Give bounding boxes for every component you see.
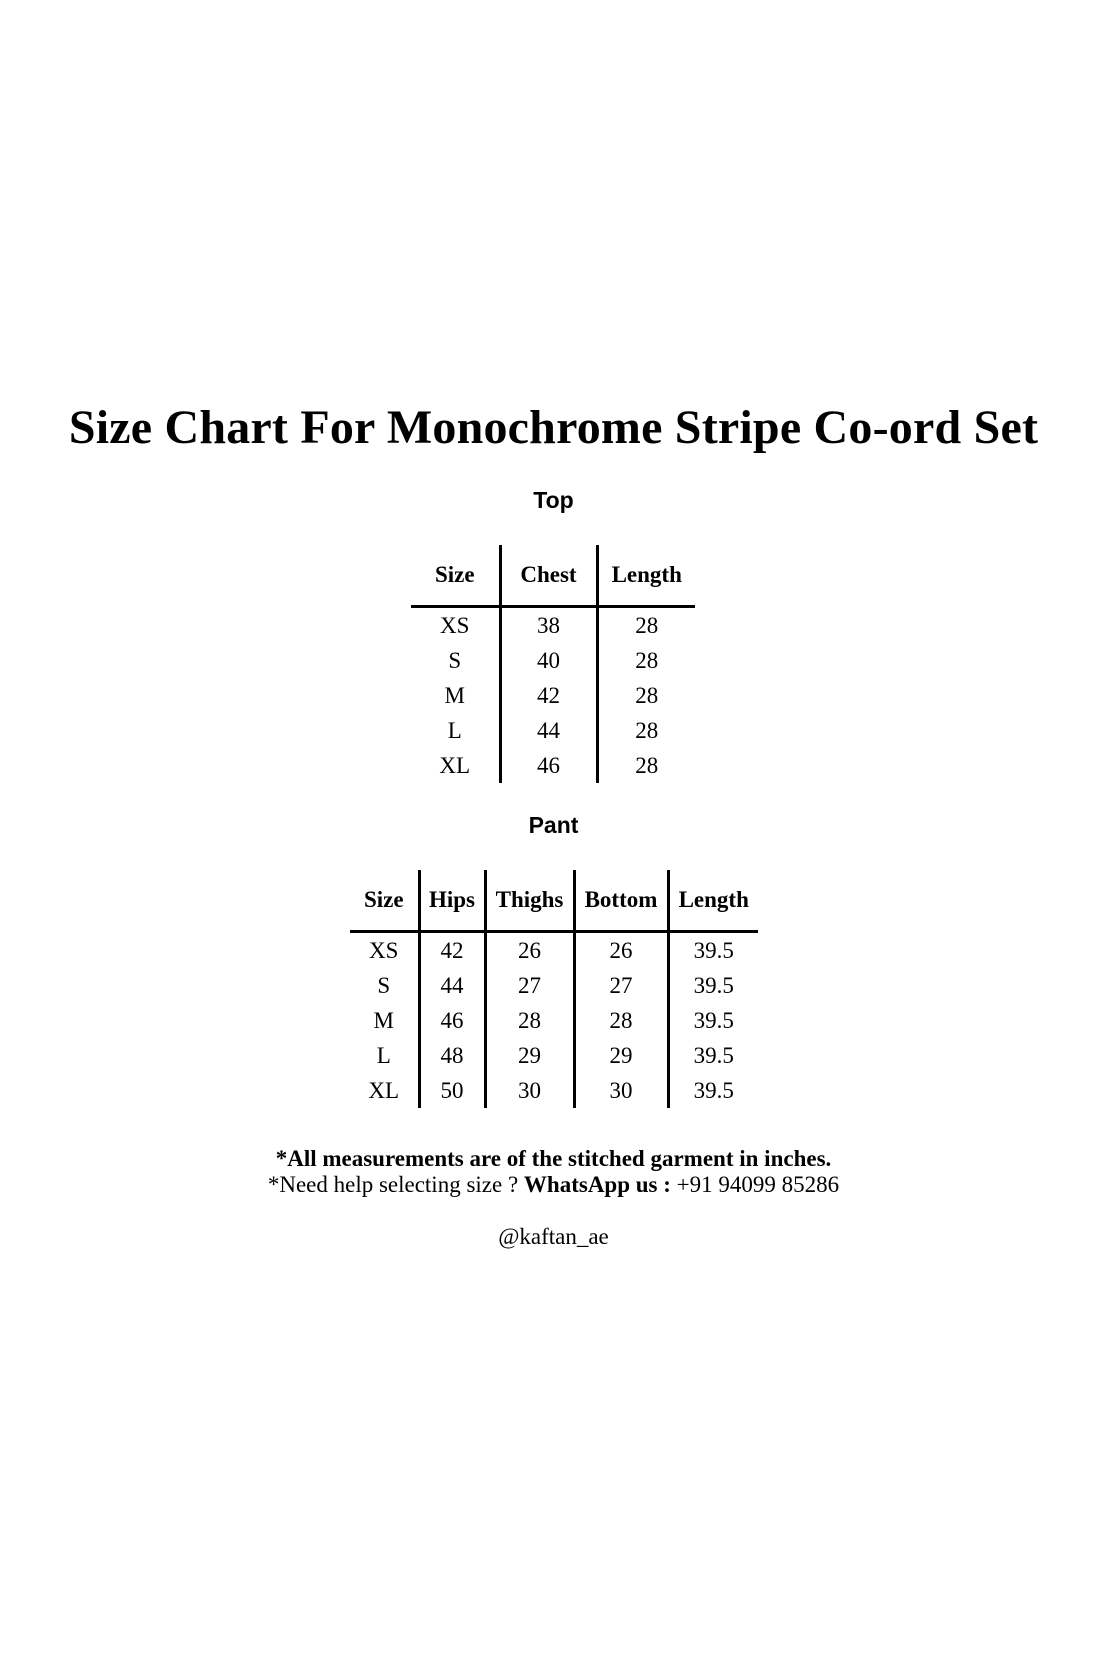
pant-cell-bottom: 26: [574, 932, 668, 969]
pant-cell-hips: 50: [419, 1073, 485, 1108]
table-row: [350, 1038, 758, 1073]
top-cell-chest: 40: [500, 643, 597, 678]
pant-cell-size: S: [350, 968, 419, 1003]
top-cell-size: XS: [411, 607, 500, 644]
pant-cell-size: XS: [350, 932, 419, 969]
top-cell-chest: 46: [500, 748, 597, 783]
top-cell-size: M: [411, 678, 500, 713]
whatsapp-phone: +91 94099 85286: [670, 1172, 840, 1197]
pant-header-row: [350, 870, 758, 932]
top-col-size: Size: [411, 545, 500, 607]
pant-size-table: [350, 870, 758, 1108]
top-cell-size: XL: [411, 748, 500, 783]
pant-cell-length: 39.5: [693, 972, 734, 998]
pant-cell-length: 39.5: [693, 1042, 734, 1068]
page-title: Size Chart For Monochrome Stripe Co-ord Set: [68, 401, 1039, 454]
pant-col-hips: Hips: [419, 870, 485, 932]
top-heading: Top: [533, 487, 574, 513]
top-cell-length: 28: [635, 647, 659, 673]
pant-cell-hips: 44: [419, 968, 485, 1003]
table-row: [411, 713, 695, 748]
top-col-length: Length: [597, 545, 695, 607]
pant-cell-thighs: 26: [485, 932, 574, 969]
help-prefix: *Need help selecting size ?: [267, 1172, 524, 1197]
pant-cell-thighs: 28: [485, 1003, 574, 1038]
pant-cell-hips: 48: [419, 1038, 485, 1073]
table-row: [350, 1073, 758, 1108]
social-handle: @kaftan_ae: [498, 1224, 609, 1249]
help-line: [0, 1171, 1107, 1198]
table-row: [411, 678, 695, 713]
pant-cell-length: 39.5: [693, 1007, 734, 1033]
pant-cell-thighs: 27: [485, 968, 574, 1003]
top-cell-chest: 44: [500, 713, 597, 748]
top-header-row: [411, 545, 695, 607]
pant-col-thighs: Thighs: [485, 870, 574, 932]
measurement-note: *All measurements are of the stitched garment in inches.: [275, 1146, 832, 1171]
pant-cell-size: XL: [350, 1073, 419, 1108]
top-size-table: [411, 545, 695, 783]
top-cell-length: 28: [635, 682, 659, 708]
top-cell-size: L: [411, 713, 500, 748]
pant-cell-bottom: 28: [574, 1003, 668, 1038]
top-cell-size: S: [411, 643, 500, 678]
pant-col-length: Length: [668, 870, 758, 932]
pant-cell-thighs: 29: [485, 1038, 574, 1073]
table-row: [350, 1003, 758, 1038]
pant-cell-hips: 46: [419, 1003, 485, 1038]
top-cell-chest: 38: [500, 607, 597, 644]
pant-col-size: Size: [350, 870, 419, 932]
table-row: [411, 643, 695, 678]
top-col-chest: Chest: [500, 545, 597, 607]
table-row: [350, 932, 758, 969]
top-cell-length: 28: [635, 717, 659, 743]
pant-cell-bottom: 29: [574, 1038, 668, 1073]
top-cell-length: 28: [635, 752, 659, 778]
pant-cell-length: 39.5: [693, 937, 734, 963]
table-row: [350, 968, 758, 1003]
table-row: [411, 748, 695, 783]
pant-cell-bottom: 27: [574, 968, 668, 1003]
table-row: [411, 607, 695, 644]
top-cell-length: 28: [635, 612, 659, 638]
top-cell-chest: 42: [500, 678, 597, 713]
pant-cell-size: L: [350, 1038, 419, 1073]
pant-col-bottom: Bottom: [574, 870, 668, 932]
whatsapp-label: WhatsApp us :: [523, 1172, 671, 1197]
pant-cell-size: M: [350, 1003, 419, 1038]
pant-cell-thighs: 30: [485, 1073, 574, 1108]
pant-heading: Pant: [528, 812, 579, 838]
pant-cell-bottom: 30: [574, 1073, 668, 1108]
pant-cell-length: 39.5: [693, 1077, 734, 1103]
pant-cell-hips: 42: [419, 932, 485, 969]
